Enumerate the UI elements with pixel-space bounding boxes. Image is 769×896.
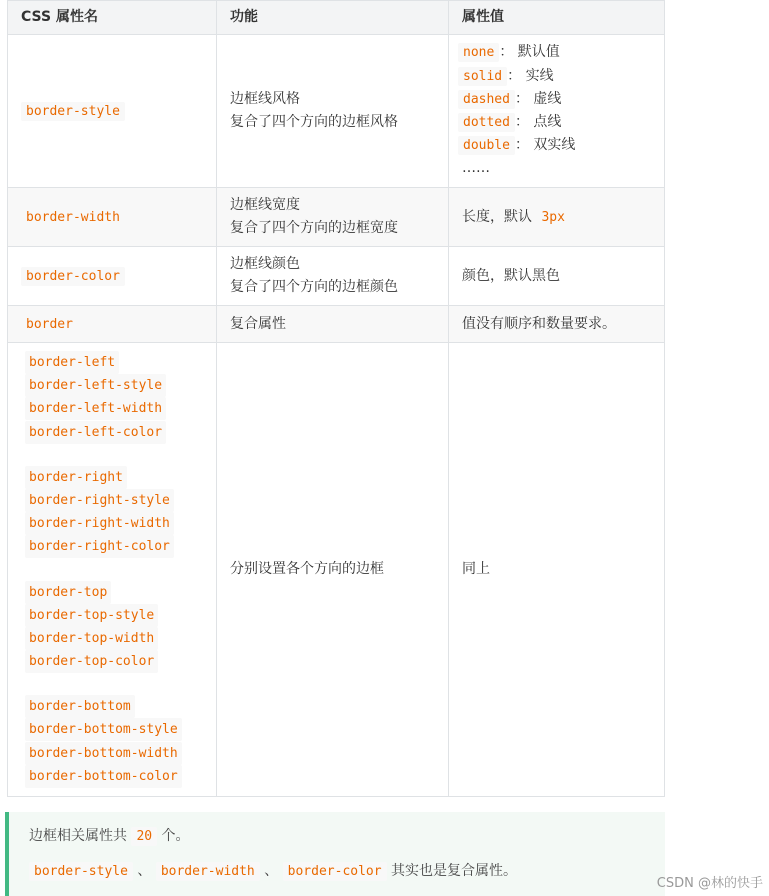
value-cell (449, 35, 665, 188)
prop-code: border-width (21, 208, 125, 227)
func-cell (217, 35, 449, 188)
value-code: double (458, 136, 515, 155)
func-line: 复合了四个方向的边框宽度 (230, 220, 398, 236)
prop-cell (8, 188, 217, 247)
tip-code: border-style (29, 862, 133, 881)
table-row (8, 247, 665, 306)
value-desc: ： 默认值 (499, 44, 560, 61)
watermark: CSDN @林的快手 (656, 876, 763, 891)
prop-code: border-top-width (25, 627, 158, 650)
value-code: dashed (458, 90, 515, 109)
properties-table (7, 0, 665, 797)
prop-code: border-left-color (25, 421, 166, 444)
prop-code: border-bottom (25, 695, 135, 718)
prop-cell (8, 35, 217, 188)
value-cell: 值没有顺序和数量要求。 (449, 306, 665, 343)
func-cell: 复合属性 (217, 306, 449, 343)
table-header-row (8, 1, 665, 35)
table-row (8, 343, 665, 797)
prop-cell (8, 247, 217, 306)
tip-line (29, 860, 517, 880)
prop-code: border-style (21, 102, 125, 121)
prop-code: border-right-color (25, 535, 174, 558)
value-item (462, 41, 651, 64)
func-line: 边框线宽度 (230, 197, 300, 213)
table-row (8, 188, 665, 247)
value-cell: 同上 (449, 343, 665, 797)
func-line: 复合了四个方向的边框风格 (230, 114, 398, 130)
value-code: solid (458, 67, 507, 86)
value-desc: ： 实线 (507, 67, 554, 84)
value-ellipsis: …… (462, 160, 490, 177)
prop-code: border-left-style (25, 374, 166, 397)
tip-code: border-width (156, 862, 260, 881)
value-desc: ： 虚线 (514, 90, 562, 107)
value-item (462, 134, 651, 157)
prop-code: border-top-color (25, 650, 158, 673)
tip-line (29, 825, 190, 845)
func-cell (217, 188, 449, 247)
func-line: 边框线风格 (230, 91, 300, 107)
prop-code: border-bottom-style (25, 718, 182, 741)
prop-code: border-left (25, 351, 119, 374)
prop-code: border-color (21, 267, 125, 286)
prop-code: border-right (25, 466, 127, 489)
func-line: 边框线颜色 (230, 256, 300, 272)
value-cell: 颜色，默认黑色 (449, 247, 665, 306)
value-desc: ： 双实线 (514, 137, 576, 154)
prop-code: border-bottom-width (25, 742, 182, 765)
tip-text: 个。 (157, 828, 190, 844)
tip-text: 其实也是复合属性。 (386, 863, 518, 879)
value-item (462, 88, 651, 111)
value-item (462, 65, 651, 88)
value-code: none (458, 43, 499, 62)
tip-text: 边框相关属性共 (29, 828, 132, 844)
table-row (8, 306, 665, 343)
prop-code: border-bottom-color (25, 765, 182, 788)
value-desc: ： 点线 (514, 114, 562, 130)
header-value: 属性值 (449, 1, 665, 35)
value-code: dotted (458, 113, 515, 132)
tip-code: border-color (283, 862, 387, 881)
value-item (462, 111, 651, 134)
prop-cell (8, 306, 217, 343)
func-cell (217, 247, 449, 306)
value-code: 3px (536, 208, 569, 227)
table-row (8, 35, 665, 188)
prop-code: border-right-style (25, 489, 174, 512)
prop-code: border-left-width (25, 397, 166, 420)
tip-text: 、 (259, 863, 283, 879)
tip-text: 、 (132, 863, 156, 879)
func-cell: 分别设置各个方向的边框 (217, 343, 449, 797)
header-function: 功能 (217, 1, 449, 35)
header-css-property: CSS 属性名 (8, 1, 217, 35)
value-text: 长度，默认 (462, 208, 537, 225)
func-line: 复合了四个方向的边框颜色 (230, 279, 398, 295)
value-cell (449, 188, 665, 247)
tip-block (5, 812, 665, 896)
prop-cell (8, 343, 217, 797)
prop-code: border-top-style (25, 604, 158, 627)
prop-code: border-top (25, 581, 111, 604)
tip-code: 20 (131, 827, 157, 846)
prop-code: border (21, 315, 78, 334)
prop-code: border-right-width (25, 512, 174, 535)
